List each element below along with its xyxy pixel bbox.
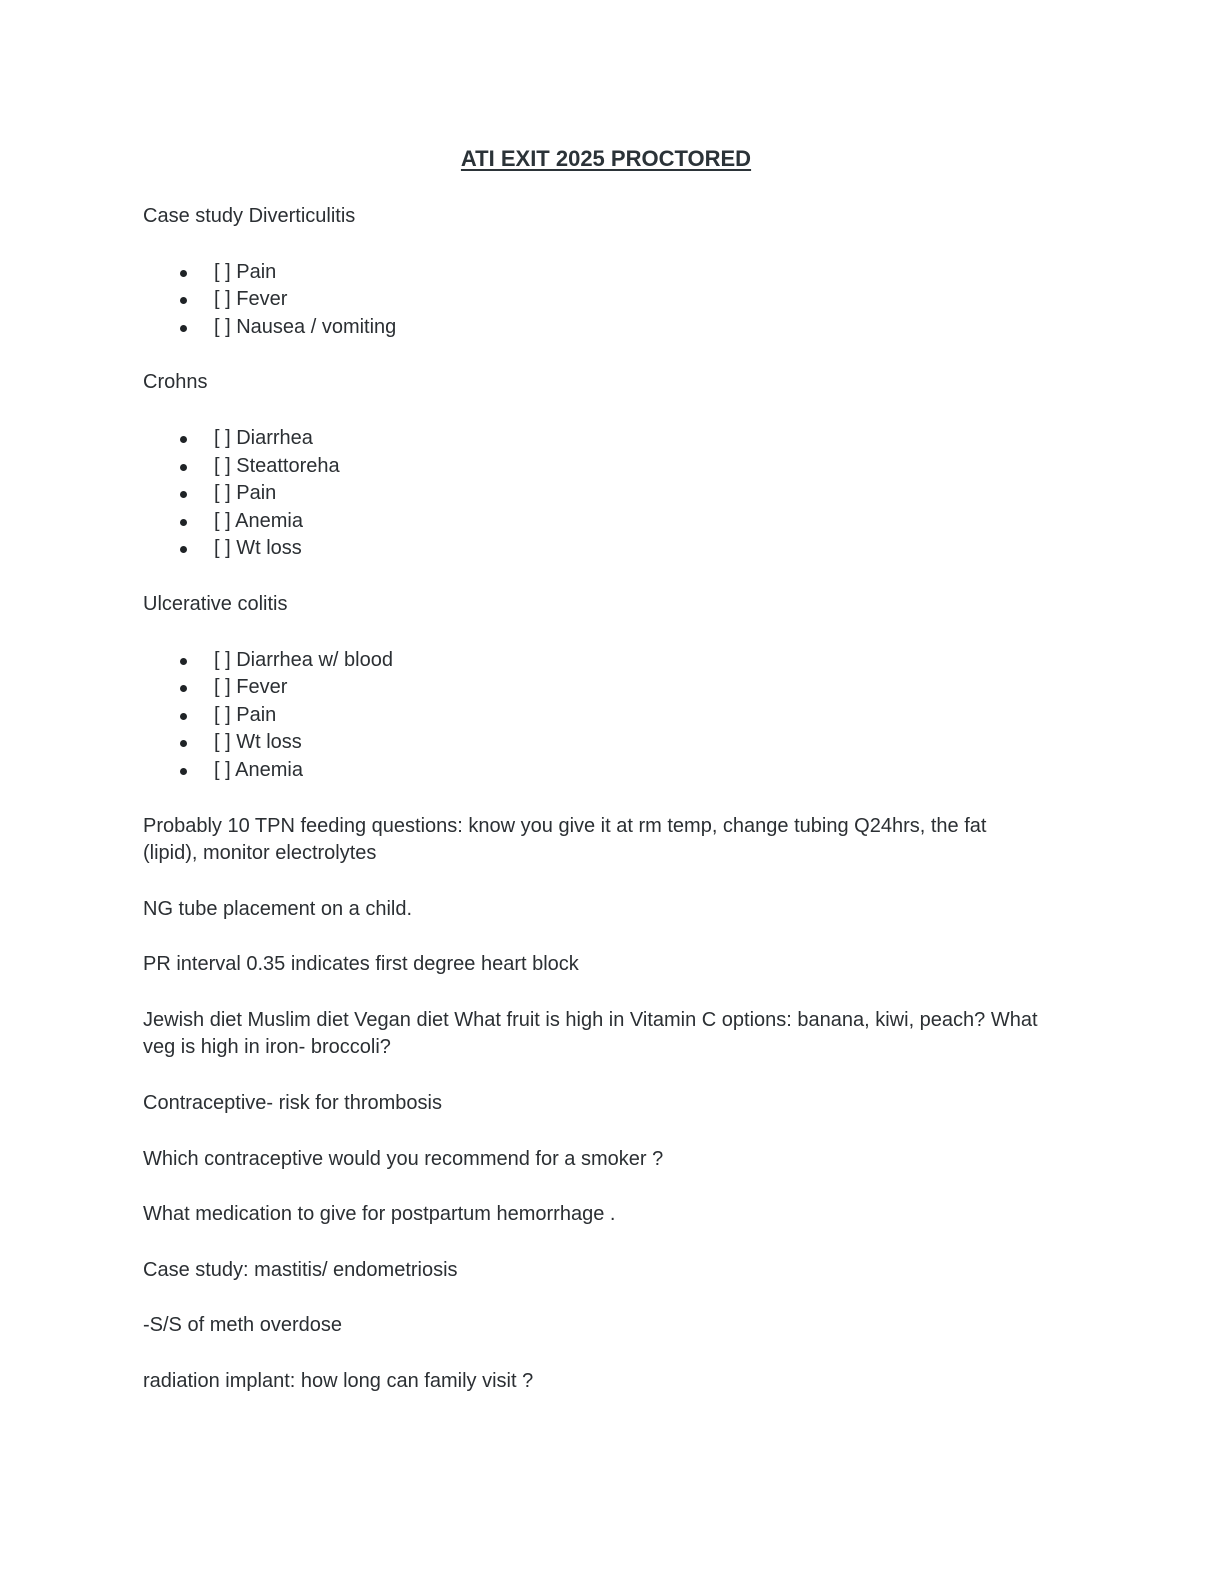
checklist xyxy=(143,425,1043,563)
paragraph: Case study Diverticulitis xyxy=(143,205,356,227)
paragraph: What medication to give for postpartum hemorrhage . xyxy=(143,1203,616,1226)
paragraph: Crohns xyxy=(143,371,208,394)
paragraph: Ulcerative colitis xyxy=(143,592,288,615)
checklist-item: [ ] Diarrhea xyxy=(143,425,1043,453)
checklist-item: [ ] Fever xyxy=(143,674,1043,702)
paragraph: NG tube placement on a child. xyxy=(143,897,413,920)
paragraph: Jewish diet Muslim diet Vegan diet What fruit is high in Vitamin C options: banana, kiwi, peach? What veg is high in iron- broccoli? xyxy=(143,1008,1038,1059)
checklist-item: [ ] Pain xyxy=(143,702,1043,730)
checklist-item: [ ] Diarrhea w/ blood xyxy=(143,647,1043,675)
document-title: ATI EXIT 2025 PROCTORED xyxy=(460,146,752,171)
paragraph: Which contraceptive would you recommend for a smoker ? xyxy=(143,1147,664,1170)
checklist xyxy=(143,259,1043,342)
checklist-item: [ ] Pain xyxy=(143,480,1043,508)
checklist-item: [ ] Anemia xyxy=(143,757,1043,785)
checklist-item: [ ] Wt loss xyxy=(143,535,1043,563)
document-body xyxy=(143,203,1043,1424)
checklist xyxy=(143,647,1043,785)
paragraph: -S/S of meth overdose xyxy=(143,1314,342,1337)
checklist-item: [ ] Fever xyxy=(143,286,1043,314)
paragraph: Case study: mastitis/ endometriosis xyxy=(143,1258,458,1281)
checklist-item: [ ] Nausea / vomiting xyxy=(143,314,1043,342)
paragraph: Contraceptive- risk for thrombosis xyxy=(143,1092,442,1115)
checklist-item: [ ] Wt loss xyxy=(143,729,1043,757)
paragraph: Probably 10 TPN feeding questions: know you give it at rm temp, change tubing Q24hrs, the fat (lipid), monitor electrolytes xyxy=(143,814,987,865)
checklist-item: [ ] Steattoreha xyxy=(143,453,1043,481)
checklist-item: [ ] Anemia xyxy=(143,508,1043,536)
checklist-item: [ ] Pain xyxy=(143,259,1043,287)
paragraph: PR interval 0.35 indicates first degree heart block xyxy=(143,953,579,976)
paragraph: radiation implant: how long can family visit ? xyxy=(143,1370,534,1393)
